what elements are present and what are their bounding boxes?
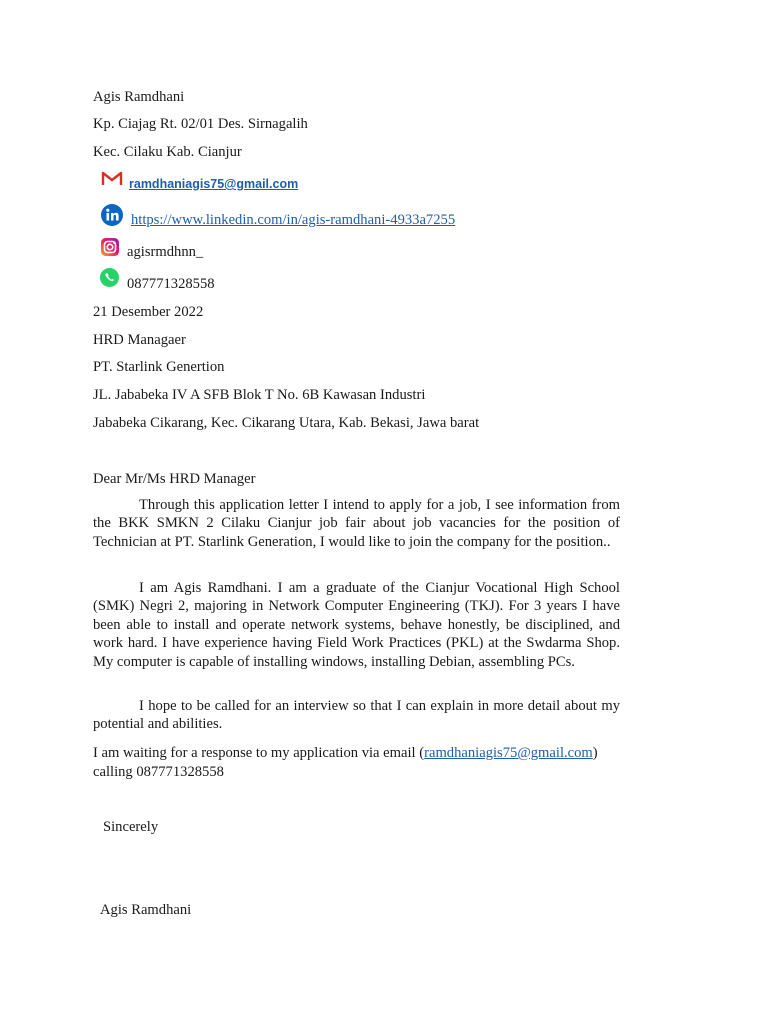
letter-date: 21 Desember 2022 — [93, 304, 204, 320]
recipient-title: HRD Managaer — [93, 332, 186, 348]
signature-name: Agis Ramdhani — [100, 902, 192, 918]
paragraph-interview: I hope to be called for an interview so that I can explain in more detail about my potential and abilities. — [93, 698, 620, 733]
sender-name: Agis Ramdhani — [93, 89, 185, 105]
recipient-address-line1: JL. Jababeka IV A SFB Blok T No. 6B Kawasan Industri — [93, 387, 426, 403]
recipient-company: PT. Starlink Genertion — [93, 359, 225, 375]
closing-email-line — [93, 744, 598, 762]
recipient-address-line2: Jababeka Cikarang, Kec. Cikarang Utara, Kab. Bekasi, Jawa barat — [93, 415, 480, 431]
salutation: Dear Mr/Ms HRD Manager — [93, 471, 256, 487]
instagram-handle: agisrmdhnn_ — [127, 244, 204, 260]
instagram-icon — [101, 238, 119, 256]
gmail-icon — [101, 170, 123, 186]
paragraph-intent: Through this application letter I intend to apply for a job, I see information from the BKK SMKN 2 Cilaku Cianjur job fair about job vacancies for the position of Technician at PT. Starlink Generation, I would like to join the company for the position.. — [93, 497, 620, 550]
linkedin-link[interactable]: https://www.linkedin.com/in/agis-ramdhani-4933a7255 — [131, 212, 456, 228]
linkedin-icon — [101, 204, 123, 226]
closing-email-link[interactable]: ramdhaniagis75@gmail.com — [424, 745, 593, 761]
sender-address-line2: Kec. Cilaku Kab. Cianjur — [93, 144, 242, 160]
signoff: Sincerely — [103, 819, 159, 835]
closing-phone-line: calling 087771328558 — [93, 764, 224, 780]
whatsapp-icon — [100, 268, 119, 287]
closing-text: I am waiting for a response to my application via email ( — [93, 745, 425, 761]
paragraph-background: I am Agis Ramdhani. I am a graduate of the Cianjur Vocational High School (SMK) Negri 2, majoring in Network Computer Engineering (TKJ). For 3 years I have been able to install and operate network systems, behave honestly, be disciplined, and work hard. I have experience having Field Work Practices (PKL) at the Swdarma Shop. My computer is capable of installing windows, installing Debian, assembling PCs. — [93, 580, 620, 670]
sender-address-line1: Kp. Ciajag Rt. 02/01 Des. Sirnagalih — [93, 116, 308, 132]
phone-number: 087771328558 — [127, 276, 215, 292]
closing-paren: ) — [592, 745, 598, 761]
email-link[interactable]: ramdhaniagis75@gmail.com — [129, 177, 299, 191]
